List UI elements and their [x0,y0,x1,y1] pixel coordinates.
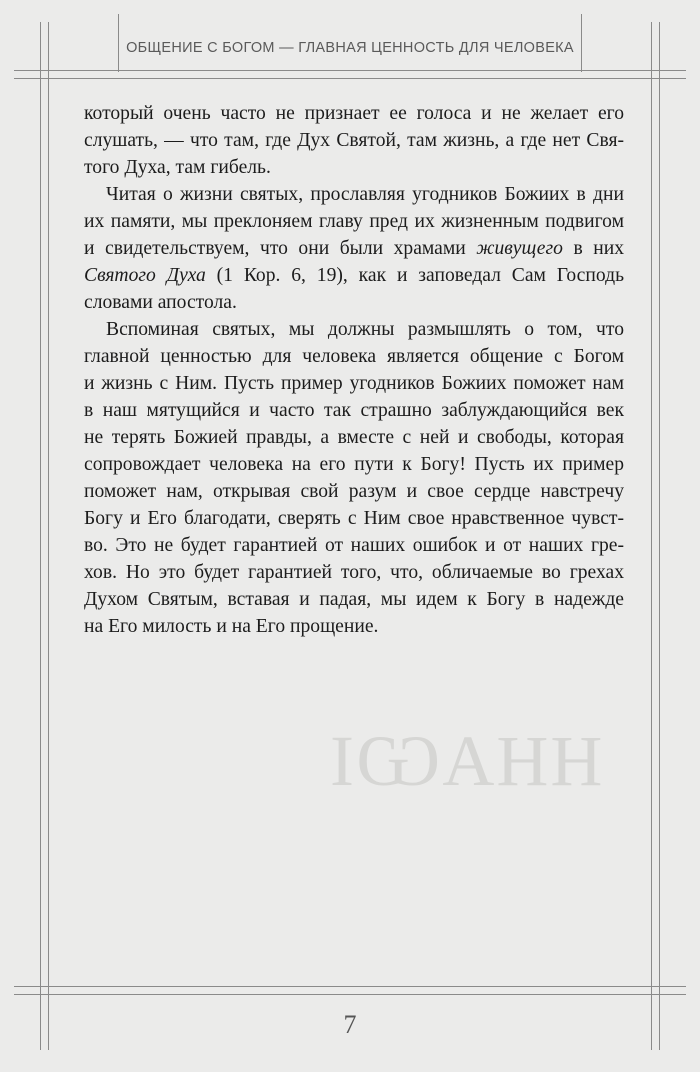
text-line: их памяти, мы преклоняем главу пред их жизненным подвигом [84,211,624,232]
text-line: главной ценностью для человека является общение с Богом [84,346,624,367]
text-run: в них [562,238,624,259]
italic-text: живущего [476,238,563,259]
text-line: во. Это не будет гарантией от наших ошибок и от наших гре- [84,535,624,556]
paragraph [84,316,624,640]
text-line [84,262,624,289]
background-watermark: ІѠАНН [330,721,605,801]
text-line: Богу и Его благодати, сверять с Ним свое нравственное чувст- [84,508,624,529]
text-line: того Духа, там гибель. [84,157,271,178]
text-line: хов. Но это будет гарантией того, что, обличаемые во грехах [84,562,624,583]
text-line: Духом Святым, вставая и падая, мы идем к Богу в надежде [84,589,624,610]
paragraph [84,181,624,316]
text-line: словами апостола. [84,292,237,313]
text-line: и жизнь с Ним. Пусть пример угодников Божиих поможет нам [84,373,624,394]
text-line: не терять Божией правды, а вместе с ней и свободы, которая [84,427,624,448]
text-line [84,235,624,262]
text-line: в наш мятущийся и часто так страшно заблуждающийся век [84,400,624,421]
page-number: 7 [343,1010,357,1039]
italic-text: Святого Духа [84,265,206,286]
paragraph [84,100,624,181]
text-run: (1 Кор. 6, 19), как и заповедал Сам Господь [205,265,625,286]
text-line: Читая о жизни святых, прославляя угодников Божиих в дни [106,184,624,205]
text-line: слушать, — что там, где Дух Святой, там жизнь, а где нет Свя- [84,130,624,151]
body-text [84,100,624,640]
text-line: который очень часто не признает ее голоса и не желает его [84,103,624,124]
text-line: Вспоминая святых, мы должны размышлять о том, что [106,319,624,340]
text-line: поможет нам, открывая свой разум и свое сердце навстречу [84,481,624,502]
text-line: сопровождает человека на его пути к Богу! Пусть их пример [84,454,624,475]
running-header: ОБЩЕНИЕ С БОГОМ — ГЛАВНАЯ ЦЕННОСТЬ ДЛЯ ЧЕЛОВЕКА [126,40,574,56]
text-run: и свидетельствуем, что они были храмами [84,238,477,259]
text-line: на Его милость и на Его прощение. [84,616,379,637]
